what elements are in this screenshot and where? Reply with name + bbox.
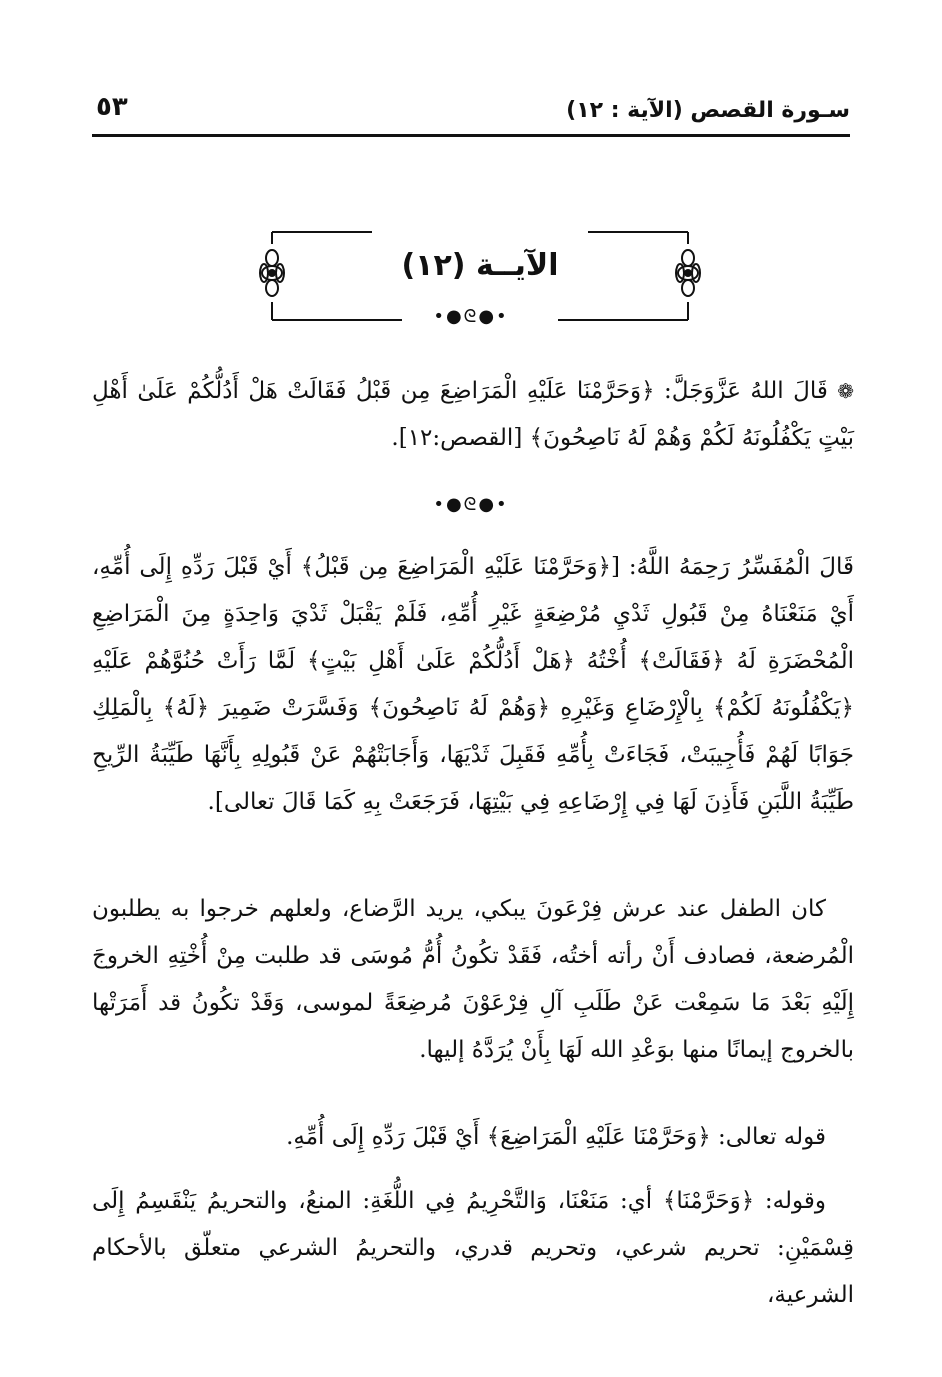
section-separator: •●ᘓ●• bbox=[433, 494, 509, 515]
page-number: ٥٣ bbox=[96, 92, 128, 122]
tafsir-paragraph: قَالَ الْمُفَسِّرُ رَحِمَهُ اللَّهُ: [﴿وَحَرَّمْنَا عَلَيْهِ الْمَرَاضِعَ مِن قَبْلُ﴾ أَيْ قَبْلَ رَدِّهِ إِلَى أُمِّهِ، أَيْ مَنَعْنَاهُ مِنْ قَبُولِ ثَدْيِ مُرْضِعَةٍ غَيْرِ أُمِّهِ، فَلَمْ يَقْبَلْ ثَدْيَ وَاحِدَةٍ مِنَ الْمَرَاضِعِ الْمُحْضَرَةِ لَهُ ﴿فَقَالَتْ﴾ أُخْتُهُ ﴿هَلْ أَدُلُّكُمْ عَلَىٰ أَهْلِ بَيْتٍ﴾ لَمَّا رَأَتْ حُنُوَّهُمْ عَلَيْهِ ﴿يَكْفُلُونَهُ لَكُمْ﴾ بِالْإِرْضَاعِ وَغَيْرِهِ ﴿وَهُمْ لَهُ نَاصِحُونَ﴾ وَفَسَّرَتْ ضَمِيرَ ﴿لَهُ﴾ بِالْمَلِكِ جَوَابًا لَهُمْ فَأُجِيبَتْ، فَجَاءَتْ بِأُمِّهِ فَقَبِلَ ثَدْيَهَا، وَأَجَابَتْهُمْ عَنْ قَبُولِهِ بِأَنَّهَا طَيِّبَةُ الرِّيحِ طَيِّبَةُ اللَّبَنِ فَأَذِنَ لَهَا فِي إِرْضَاعِهِ فِي بَيْتِهَا، فَرَجَعَتْ بِهِ كَمَا قَالَ تعالى]. bbox=[92, 554, 854, 815]
commentary-paragraph-3: وقوله: ﴿وَحَرَّمْنَا﴾ أي: مَنَعْنَا، وَالتَّحْرِيمُ فِي اللُّغَةِ: المنعُ، والتحريمُ يَنْقَسِمُ إِلَى قِسْمَيْنِ: تحريم شرعي، وتحريم قدري، والتحريمُ الشرعي متعلّق بالأحكام الشرعية، bbox=[92, 1188, 854, 1308]
heading-ornament: •●ᘓ●• bbox=[433, 306, 509, 327]
intro-verse-text: قَالَ اللهُ عَزَّوَجَلَّ: ﴿وَحَرَّمْنَا عَلَيْهِ الْمَرَاضِعَ مِن قَبْلُ فَقَالَتْ هَلْ أَدُلُّكُمْ عَلَىٰ أَهْلِ بَيْتٍ يَكْفُلُونَهُ لَكُمْ وَهُمْ لَهُ نَاصِحُونَ﴾ [القصص:١٢]. bbox=[92, 378, 854, 451]
commentary-paragraph-1: كان الطفل عند عرش فِرْعَونَ يبكي، يريد الرَّضاع، ولعلهم خرجوا به يطلبون الْمُرضعة، فصادف أَنْ رأته أختُه، فَقَدْ تكُونُ أُمُّ مُوسَى قد طلبت مِنْ أُخْتِهِ الخروجَ إِلَيْهِ بَعْدَ مَا سَمِعْت عَنْ طَلَبِ آلِ فِرْعَوْنَ مُرضِعَةً لموسى، وَقَدْ تكُونُ قد أَمَرَتْها بالخروج إيمانًا منها بوَعْدِ الله لَهَا بِأَنْ يُرَدَّهُ إليها. bbox=[92, 896, 854, 1063]
intro-verse-paragraph bbox=[92, 368, 854, 462]
surah-title: سـورة القصص (الآية : ١٢) bbox=[566, 98, 850, 123]
commentary-paragraph-2: قوله تعالى: ﴿وَحَرَّمْنَا عَلَيْهِ الْمَرَاضِعَ﴾ أَيْ قَبْلَ رَدِّهِ إِلَى أُمِّهِ. bbox=[286, 1124, 826, 1150]
verse-heading-title: الآيــة (١٢) bbox=[401, 248, 559, 283]
flower-icon: ❁ bbox=[837, 379, 855, 403]
running-header bbox=[92, 92, 850, 137]
